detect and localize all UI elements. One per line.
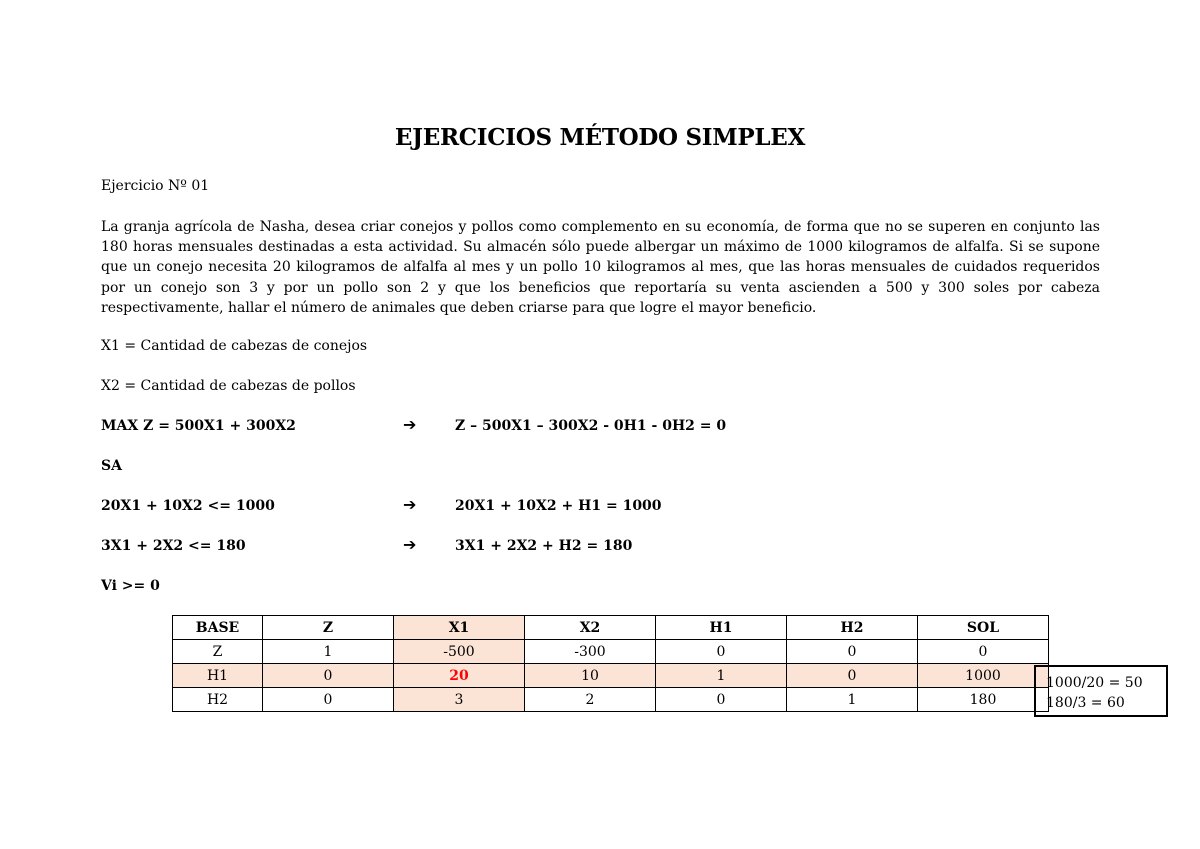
objective-function: MAX Z = 500X1 + 300X2 (101, 418, 296, 434)
table-cell: 1000 (918, 664, 1049, 688)
simplex-tableau (172, 615, 1049, 712)
constraint-1-standard-form: 20X1 + 10X2 + H1 = 1000 (455, 498, 662, 514)
header-h1: H1 (656, 616, 787, 640)
table-cell: 0 (656, 640, 787, 664)
table-cell: 1 (787, 688, 918, 712)
table-cell: H2 (173, 688, 263, 712)
exercise-label: Ejercicio Nº 01 (101, 178, 210, 194)
tableau-header-row (173, 616, 1049, 640)
header-base: BASE (173, 616, 263, 640)
ratio-h1: 1000/20 = 50 (1046, 675, 1143, 691)
arrow-icon: ➔ (403, 495, 417, 514)
header-x1: X1 (394, 616, 525, 640)
pivot-element: 20 (394, 664, 525, 688)
subject-to-label: SA (101, 458, 122, 474)
table-row (173, 640, 1049, 664)
problem-statement: La granja agrícola de Nasha, desea criar conejos y pollos como complemento en su economía, de forma que no se superen en conjunto las 180 horas mensuales destinadas a esta actividad. Su almacén sólo puede albergar un máximo de 1000 kilogramos de alfalfa. Si se supone que un conejo necesita 20 kilogramos de alfalfa al mes y un pollo 10 kilogramos al mes, que las horas mensuales de cuidados requeridos por un conejo son 3 y por un pollo son 2 y que los beneficios que reportaría su venta ascienden a 500 y 300 soles por cabeza respectivamente, hallar el número de animales que deben criarse para que logre el mayor beneficio. (101, 219, 1100, 316)
table-cell: 0 (918, 640, 1049, 664)
page-title: EJERCICIOS MÉTODO SIMPLEX (394, 124, 806, 151)
header-sol: SOL (918, 616, 1049, 640)
table-row-pivot (173, 664, 1049, 688)
objective-standard-form: Z – 500X1 – 300X2 - 0H1 - 0H2 = 0 (455, 418, 727, 434)
arrow-icon: ➔ (403, 415, 417, 434)
table-cell: 0 (263, 688, 394, 712)
table-cell: 0 (787, 664, 918, 688)
table-cell: -300 (525, 640, 656, 664)
constraint-2: 3X1 + 2X2 <= 180 (101, 538, 246, 554)
header-z: Z (263, 616, 394, 640)
ratio-h2: 180/3 = 60 (1046, 695, 1125, 711)
ratio-test-box (1034, 665, 1168, 717)
table-cell: Z (173, 640, 263, 664)
table-cell: 3 (394, 688, 525, 712)
table-cell: H1 (173, 664, 263, 688)
table-cell: 2 (525, 688, 656, 712)
constraint-2-standard-form: 3X1 + 2X2 + H2 = 180 (455, 538, 633, 554)
non-negativity-constraint: Vi >= 0 (101, 578, 160, 594)
table-cell: -500 (394, 640, 525, 664)
table-cell: 1 (263, 640, 394, 664)
table-cell: 0 (787, 640, 918, 664)
variable-x1-definition: X1 = Cantidad de cabezas de conejos (101, 338, 368, 354)
arrow-icon: ➔ (403, 535, 417, 554)
table-cell: 180 (918, 688, 1049, 712)
constraint-1: 20X1 + 10X2 <= 1000 (101, 498, 275, 514)
table-cell: 10 (525, 664, 656, 688)
table-row (173, 688, 1049, 712)
table-cell: 0 (263, 664, 394, 688)
header-x2: X2 (525, 616, 656, 640)
variable-x2-definition: X2 = Cantidad de cabezas de pollos (101, 378, 356, 394)
header-h2: H2 (787, 616, 918, 640)
table-cell: 0 (656, 688, 787, 712)
table-cell: 1 (656, 664, 787, 688)
